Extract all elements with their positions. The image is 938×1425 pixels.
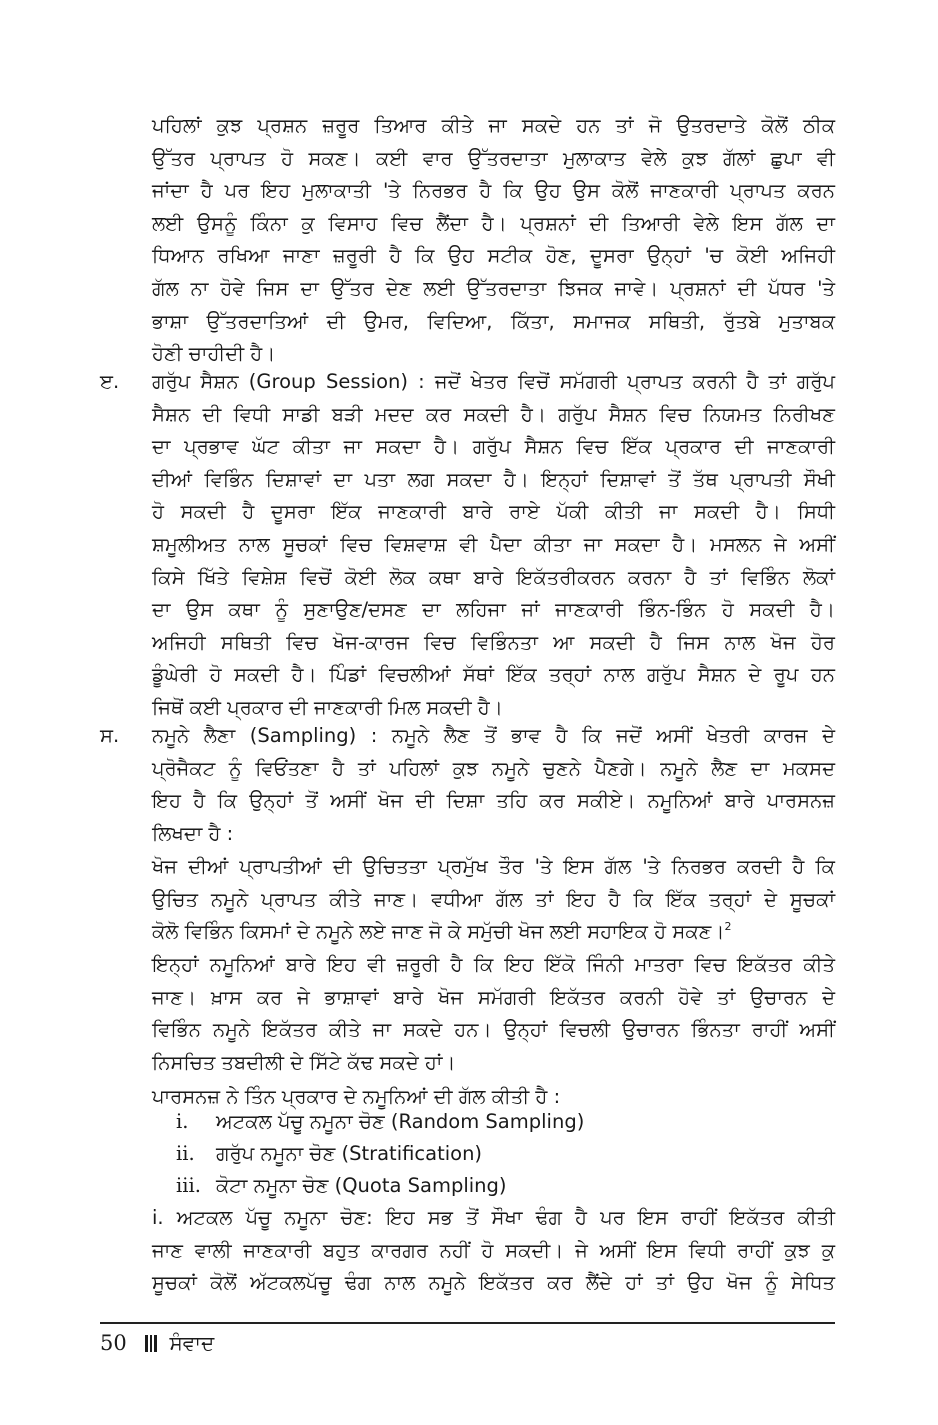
quotation-block xyxy=(152,851,835,949)
text-line: ਸੈਸ਼ਨ ਦੀ ਵਿਧੀ ਸਾਡੀ ਬੜੀ ਮਦਦ ਕਰ ਸਕਦੀ ਹੈ। ਗਰੁੱਪ ਸੈਸ਼ਨ ਵਿਚ ਨਿਯਮਤ ਨਿਰੀਖਣ xyxy=(152,402,835,426)
section-marker-s: ਸ. xyxy=(100,724,120,747)
text-line: ਭਾਸ਼ਾ ਉੱਤਰਦਾਤਿਆਂ ਦੀ ਉਮਰ, ਵਿਦਿਆ, ਕਿੱਤਾ, ਸਮਾਜਕ ਸਥਿਤੀ, ਰੁੱਤਬੇ ਮੁਤਾਬਕ xyxy=(152,309,835,333)
list-number: iii. xyxy=(176,1174,201,1197)
text-line: ਲਈ ਉਸਨੂੰ ਕਿੰਨਾ ਕੁ ਵਿਸਾਹ ਵਿਚ ਲੈਂਦਾ ਹੈ। ਪ੍ਰਸ਼ਨਾਂ ਦੀ ਤਿਆਰੀ ਵੇਲੇ ਇਸ ਗੱਲ ਦਾ xyxy=(152,211,835,235)
footer-divider xyxy=(100,1322,835,1324)
text-line: ਜਾਣ ਵਾਲੀ ਜਾਣਕਾਰੀ ਬਹੁਤ ਕਾਰਗਰ ਨਹੀਂ ਹੋ ਸਕਦੀ। ਜੇ ਅਸੀਂ ਇਸ ਵਿਧੀ ਰਾਹੀਂ ਕੁਝ ਕੁ xyxy=(152,1238,835,1262)
text-line: ਸੂਚਕਾਂ ਕੋਲੋਂ ਅੱਟਕਲਪੱਚੂ ਢੰਗ ਨਾਲ ਨਮੂਨੇ ਇਕੱਤਰ ਕਰ ਲੈਂਦੇ ਹਾਂ ਤਾਂ ਉਹ ਖੋਜ ਨੂੰ ਸੇਧਿਤ xyxy=(152,1271,835,1295)
paragraph-top xyxy=(152,110,835,371)
bars-icon xyxy=(145,1330,159,1360)
paragraph-bottom xyxy=(152,1202,835,1300)
text-line: ਇਨ੍ਹਾਂ ਨਮੂਨਿਆਂ ਬਾਰੇ ਇਹ ਵੀ ਜ਼ਰੂਰੀ ਹੈ ਕਿ ਇਹ ਇੱਕੋ ਜਿੰਨੀ ਮਾਤਰਾ ਵਿਚ ਇਕੱਤਰ ਕੀਤੇ xyxy=(152,953,835,976)
text-line: ਸ਼ਮੂਲੀਅਤ ਨਾਲ ਸੂਚਕਾਂ ਵਿਚ ਵਿਸ਼ਵਾਸ਼ ਵੀ ਪੈਦਾ ਕੀਤਾ ਜਾ ਸਕਦਾ ਹੈ। ਮਸਲਨ ਜੇ ਅਸੀਂ xyxy=(152,532,835,556)
list-item xyxy=(176,1138,482,1170)
text-line: ਲਿਖਦਾ ਹੈ : xyxy=(152,821,234,845)
list-item xyxy=(176,1106,584,1138)
page-footer xyxy=(100,1328,214,1358)
text-line: ਦਾ ਉਸ ਕਥਾ ਨੂੰ ਸੁਣਾਉਣ/ਦਸਣ ਦਾ ਲਹਿਜਾ ਜਾਂ ਜਾਣਕਾਰੀ ਭਿੰਨ-ਭਿੰਨ ਹੋ ਸਕਦੀ ਹੈ। xyxy=(152,598,835,622)
section-marker-e: ੲ. xyxy=(100,370,120,393)
text-line: ਜਿਥੋਂ ਕਈ ਪ੍ਰਕਾਰ ਦੀ ਜਾਣਕਾਰੀ ਮਿਲ ਸਕਦੀ ਹੈ। xyxy=(152,695,503,719)
text-line: ਦਾ ਪ੍ਰਭਾਵ ਘੱਟ ਕੀਤਾ ਜਾ ਸਕਦਾ ਹੈ। ਗਰੁੱਪ ਸੈਸ਼ਨ ਵਿਚ ਇੱਕ ਪ੍ਰਕਾਰ ਦੀ ਜਾਣਕਾਰੀ xyxy=(152,435,835,459)
list-number: ii. xyxy=(176,1142,195,1165)
text-line: ਦੀਆਂ ਵਿਭਿੰਨ ਦਿਸ਼ਾਵਾਂ ਦਾ ਪਤਾ ਲਗ ਸਕਦਾ ਹੈ। ਇਨ੍ਹਾਂ ਦਿਸ਼ਾਵਾਂ ਤੋਂ ਤੱਥ ਪ੍ਰਾਪਤੀ ਸੌਖੀ xyxy=(152,467,835,491)
text-line: ਹੋਣੀ ਚਾਹੀਦੀ ਹੈ। xyxy=(152,342,276,366)
footnote-marker: 2 xyxy=(724,920,732,934)
list-text: ਗਰੁੱਪ ਨਮੂਨਾ ਚੋਣ (Stratification) xyxy=(216,1142,483,1165)
text-line: ਧਿਆਨ ਰਖਿਆ ਜਾਣਾ ਜ਼ਰੂਰੀ ਹੈ ਕਿ ਉਹ ਸਟੀਕ ਹੋਣ, ਦੂਸਰਾ ਉਨ੍ਹਾਂ 'ਚ ਕੋਈ ਅਜਿਹੀ xyxy=(152,244,835,268)
list-text: ਅਟਕਲ ਪੱਚੂ ਨਮੂਨਾ ਚੋਣ (Random Sampling) xyxy=(216,1110,585,1133)
text-line: ਪਹਿਲਾਂ ਕੁਝ ਪ੍ਰਸ਼ਨ ਜ਼ਰੂਰ ਤਿਆਰ ਕੀਤੇ ਜਾ ਸਕਦੇ ਹਨ ਤਾਂ ਜੋ ਉਤਰਦਾਤੇ ਕੋਲੋਂ ਠੀਕ xyxy=(152,114,835,137)
quote-line: ਉਚਿਤ ਨਮੂਨੇ ਪ੍ਰਾਪਤ ਕੀਤੇ ਜਾਣ। ਵਧੀਆ ਗੱਲ ਤਾਂ ਇਹ ਹੈ ਕਿ ਇੱਕ ਤਰ੍ਹਾਂ ਦੇ ਸੂਚਕਾਂ xyxy=(152,887,835,911)
text-line: ਡੂੰਘੇਰੀ ਹੋ ਸਕਦੀ ਹੈ। ਪਿੰਡਾਂ ਵਿਚਲੀਆਂ ਸੱਥਾਂ ਇੱਕ ਤਰ੍ਹਾਂ ਨਾਲ ਗਰੁੱਪ ਸੈਸ਼ਨ ਦੇ ਰੂਪ ਹਨ xyxy=(152,663,835,687)
text-line: ਅਜਿਹੀ ਸਥਿਤੀ ਵਿਚ ਖੋਜ-ਕਾਰਜ ਵਿਚ ਵਿਭਿੰਨਤਾ ਆ ਸਕਦੀ ਹੈ ਜਿਸ ਨਾਲ ਖੋਜ ਹੋਰ xyxy=(152,630,835,654)
list-number: i. xyxy=(176,1110,189,1133)
text-line: ਜਾਂਦਾ ਹੈ ਪਰ ਇਹ ਮੁਲਾਕਾਤੀ 'ਤੇ ਨਿਰਭਰ ਹੈ ਕਿ ਉਹ ਉਸ ਕੋਲੋਂ ਜਾਣਕਾਰੀ ਪ੍ਰਾਪਤ ਕਰਨ xyxy=(152,179,835,203)
section-group-session xyxy=(152,366,835,725)
text-line: ਨਿਸਚਿਤ ਤਬਦੀਲੀ ਦੇ ਸਿੱਟੇ ਕੱਢ ਸਕਦੇ ਹਾਂ। xyxy=(152,1050,456,1074)
text-line: ਨਮੂਨੇ ਲੈਣਾ (Sampling) : ਨਮੂਨੇ ਲੈਣ ਤੋਂ ਭਾਵ ਹੈ ਕਿ ਜਦੋਂ ਅਸੀਂ ਖੇਤਰੀ ਕਾਰਜ ਦੇ xyxy=(152,724,835,747)
quote-text: ਕੋਲੋ ਵਿਭਿੰਨ ਕਿਸਮਾਂ ਦੇ ਨਮੂਨੇ ਲਏ ਜਾਣ ਜੋ ਕੇ ਸਮੁੱਚੀ ਖੋਜ ਲਈ ਸਹਾਇਕ ਹੋ ਸਕਣ। xyxy=(152,920,725,944)
text-line: ਪ੍ਰੋਜੈਕਟ ਨੂੰ ਵਿਓਂਤਣਾ ਹੈ ਤਾਂ ਪਹਿਲਾਂ ਕੁਝ ਨਮੂਨੇ ਚੁਣਨੇ ਪੈਣਗੇ। ਨਮੂਨੇ ਲੈਣ ਦਾ ਮਕਸਦ xyxy=(152,756,835,780)
text-line: ਵਿਭਿੰਨ ਨਮੂਨੇ ਇਕੱਤਰ ਕੀਤੇ ਜਾ ਸਕਦੇ ਹਨ। ਉਨ੍ਹਾਂ ਵਿਚਲੀ ਉਚਾਰਨ ਭਿੰਨਤਾ ਰਾਹੀਂ ਅਸੀਂ xyxy=(152,1018,835,1042)
paragraph-after-quote xyxy=(152,949,835,1079)
list-text: ਕੋਟਾ ਨਮੂਨਾ ਚੋਣ (Quota Sampling) xyxy=(216,1174,507,1197)
quote-line xyxy=(152,916,835,949)
section-sampling xyxy=(152,720,835,850)
list-item xyxy=(176,1170,507,1202)
text-line: ਗੱਲ ਨਾ ਹੋਵੇ ਜਿਸ ਦਾ ਉੱਤਰ ਦੇਣ ਲਈ ਉੱਤਰਦਾਤਾ ਝਿਜਕ ਜਾਵੇ। ਪ੍ਰਸ਼ਨਾਂ ਦੀ ਪੱਧਰ 'ਤੇ xyxy=(152,276,835,300)
text-line: i. ਅਟਕਲ ਪੱਚੂ ਨਮੂਨਾ ਚੋਣ: ਇਹ ਸਭ ਤੋਂ ਸੌਖਾ ਢੰਗ ਹੈ ਪਰ ਇਸ ਰਾਹੀਂ ਇਕੱਤਰ ਕੀਤੀ xyxy=(152,1206,835,1229)
text-line: ਇਹ ਹੈ ਕਿ ਉਨ੍ਹਾਂ ਤੋਂ ਅਸੀਂ ਖੋਜ ਦੀ ਦਿਸ਼ਾ ਤਹਿ ਕਰ ਸਕੀਏ। ਨਮੂਨਿਆਂ ਬਾਰੇ ਪਾਰਸਨਜ਼ xyxy=(152,789,835,813)
text-line: ਉੱਤਰ ਪ੍ਰਾਪਤ ਹੋ ਸਕਣ। ਕਈ ਵਾਰ ਉੱਤਰਦਾਤਾ ਮੁਲਾਕਾਤ ਵੇਲੇ ਕੁਝ ਗੱਲਾਂ ਛੁਪਾ ਵੀ xyxy=(152,146,835,170)
journal-name: ਸੰਵਾਦ xyxy=(169,1331,215,1355)
text-line: ਹੋ ਸਕਦੀ ਹੈ ਦੂਸਰਾ ਇੱਕ ਜਾਣਕਾਰੀ ਬਾਰੇ ਰਾਏ ਪੱਕੀ ਕੀਤੀ ਜਾ ਸਕਦੀ ਹੈ। ਸਿਧੀ xyxy=(152,500,835,524)
text-line: ਕਿਸੇ ਖਿੱਤੇ ਵਿਸ਼ੇਸ਼ ਵਿਚੋਂ ਕੋਈ ਲੋਕ ਕਥਾ ਬਾਰੇ ਇਕੱਤਰੀਕਰਨ ਕਰਨਾ ਹੈ ਤਾਂ ਵਿਭਿੰਨ ਲੋਕਾਂ xyxy=(152,565,835,589)
page-number: 50 xyxy=(100,1331,127,1355)
text-line: ਜਾਣ। ਖ਼ਾਸ ਕਰ ਜੇ ਭਾਸ਼ਾਵਾਂ ਬਾਰੇ ਖੋਜ ਸਮੱਗਰੀ ਇਕੱਤਰ ਕਰਨੀ ਹੋਵੇ ਤਾਂ ਉਚਾਰਨ ਦੇ xyxy=(152,985,835,1009)
quote-line: ਖੋਜ ਦੀਆਂ ਪ੍ਰਾਪਤੀਆਂ ਦੀ ਉਚਿਤਤਾ ਪ੍ਰਮੁੱਖ ਤੌਰ 'ਤੇ ਇਸ ਗੱਲ 'ਤੇ ਨਿਰਭਰ ਕਰਦੀ ਹੈ ਕਿ xyxy=(152,855,835,878)
text-line: ਪਾਰਸਨਜ਼ ਨੇ ਤਿੰਨ ਪ੍ਰਕਾਰ ਦੇ ਨਮੂਨਿਆਂ ਦੀ ਗੱਲ ਕੀਤੀ ਹੈ : xyxy=(152,1085,561,1108)
text-line: ਗਰੁੱਪ ਸੈਸ਼ਨ (Group Session) : ਜਦੋਂ ਖੇਤਰ ਵਿਚੋਂ ਸਮੱਗਰੀ ਪ੍ਰਾਪਤ ਕਰਨੀ ਹੈ ਤਾਂ ਗਰੁੱਪ xyxy=(152,370,835,393)
